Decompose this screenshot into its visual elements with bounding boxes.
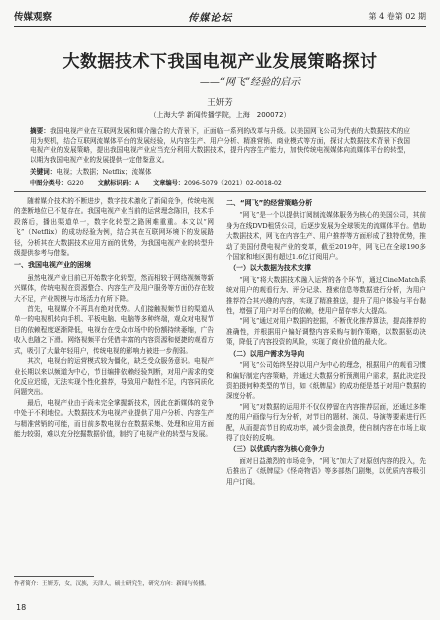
subsection-heading: （三）以优质内容为核心竞争力 (229, 445, 325, 454)
paragraph: “网飞”对数据的运用并不仅仅停留在内容推荐层面，还通过多维度的用户画像与行为分析，对节目的题材、演员、导演等要素进行匹配，从而提高节目的成功率，减少资金浪费，使自制内容在市场上取得了良好的反响。 (226, 402, 426, 442)
right-column (226, 196, 426, 487)
paragraph: 其次，电视台的运营模式较为僵化，缺乏受众服务意识。电视产业长期以来以频道为中心，节目编排依赖经验判断，对用户需求的变化反应迟缓，无法实现个性化推荐，导致用户黏性不足，内容同质化问题突出。 (14, 357, 214, 397)
paragraph: 面对日益激烈的市场竞争，“网飞”加大了对原创内容的投入，先后推出了《纸牌屋》《怪奇物语》等多部热门剧集，以优质内容吸引用户订阅。 (226, 456, 426, 486)
paragraph: “网飞”将大数据技术融入运营的各个环节，通过CineMatch系统对用户的观看行为、评分记录、搜索信息等数据进行分析，为用户推荐符合其兴趣的内容，实现了精准推送，提升了用户体验与平台黏性，增强了用户对平台的依赖，使用户留存率大大提高。 (226, 275, 426, 316)
abstract (30, 127, 410, 165)
author-footnote: 作者简介：王妍芳，女，汉族，天津人，硕士研究生，研究方向：新闻与传播。 (14, 581, 210, 587)
paragraph: 首先，电视媒介不再具有绝对优势。人们接触视频节目的渠道从单一的电视机转向手机、平板电脑、电脑等多种终端，观众对电视节目的依赖程度逐渐降低，电视台在受众市场中的份额持续萎缩，广告收入也随之下滑。网络视频平台凭借丰富的内容资源和便捷的观看方式，吸引了大量年轻用户，传统电视的影响力被进一步削弱。 (14, 305, 214, 355)
paragraph: “网飞”通过对用户数据的挖掘，不断优化推荐算法，提高推荐的准确性，并根据用户偏好调整内容采购与制作策略，以数据驱动决策，降低了内容投资的风险，实现了商业价值的最大化。 (226, 317, 426, 347)
document-code: 文献标识码：A (97, 180, 140, 187)
clc-number: 中图分类号：G220 (30, 180, 84, 187)
article-title: 大数据技术下我国电视产业发展策略探讨 (62, 52, 378, 72)
keywords-label: 关键词： (30, 168, 57, 176)
abstract-text: 我国电视产业在互联网发展和媒介融合的大背景下，正面临一系列的改革与升级。以美国网飞公司为代表的大数据技术的应用为契机，结合互联网流媒体平台的发展经验，从内容生产、用户分析、精准营销、商业模式等方面，探讨大数据技术背景下我国电视产业的发展策略，提出我国电视产业应当充分利用大数据技术，提升内容生产能力，加快传统电视媒体向流媒体平台的转型，以期为我国电视产业的发展提供一定借鉴意义。 (30, 127, 411, 164)
header-rule (14, 26, 426, 27)
classification-line (30, 178, 410, 187)
page-header (14, 8, 426, 24)
keywords-text: 电视；大数据；Netflix；流媒体 (56, 168, 152, 176)
section-heading: 一、我国电视产业的困境 (14, 261, 91, 270)
left-column (14, 196, 214, 439)
subsection-heading: （一）以大数据为技术支撑 (229, 264, 311, 273)
abstract-label: 摘要： (30, 127, 51, 135)
paragraph: “网飞”公司始终坚持以用户为中心的理念，根据用户的观看习惯和偏好制定内容策略，并通过大数据分析预测用户需求，据此决定投资拍摄何种类型的节目，如《纸牌屋》的成功便是基于对用户数据的深度分析。 (226, 361, 426, 401)
section-heading: 二、“网飞”的经营策略分析 (226, 199, 313, 207)
issue-info: 第 4 卷第 02 期 (368, 11, 426, 21)
footnote-rule (14, 576, 94, 577)
keywords (30, 168, 410, 177)
author-name: 王妍芳 (207, 98, 233, 108)
journal-name: 传媒论坛 (188, 12, 233, 24)
page-number: 18 (16, 603, 27, 612)
subsection-heading: （二）以用户需求为导向 (229, 349, 305, 358)
section-rule (14, 191, 426, 192)
paragraph: 最后，电视产业由于尚未完全掌握新技术，因此在新媒体的竞争中处于不利地位。大数据技术为电视产业提供了用户分析、内容生产与精准营销的可能，而目前多数电视台在数据采集、处理和应用方面能力较弱，难以充分挖掘数据价值，制约了电视产业的转型与发展。 (14, 398, 214, 438)
paragraph: 虽然电视产业目前已开始数字化转型，然而相较于网络视频等新兴媒体，传统电视在资源整合、内容生产及用户服务等方面仍存在较大不足，产业规模与市场活力有所下降。 (14, 273, 214, 303)
paragraph: 随着媒介技术的不断进步，数字技术激化了新闻竞争，传统电视的垄断地位已不复存在。我国电视产业当前的运营理念陈旧，技术手段落后，播出渠道单一，数字化转型之路困难重重。本文以“网飞”（Netflix）的成功经验为例，结合其在互联网环境下的发展路径，分析其在大数据技术应用方面的优势，为我国电视产业的转型升级提供参考与借鉴。 (14, 197, 214, 258)
article-number: 文章编号：2096-5079（2021）02-0018-02 (153, 180, 282, 187)
article-subtitle: ——“网飞”经验的启示 (199, 77, 301, 88)
journal-section: 传媒观察 (14, 12, 53, 23)
paragraph: “网飞”是一个以提供订阅制流媒体服务为核心的美国公司，其前身为在线DVD租赁公司，后逐步发展为全球领先的流媒体平台。借助大数据技术，网飞在内容生产、用户推荐等方面形成了独特优势，推动了美国付费电视产业的变革，截至2019年，网飞已在全球190多个国家和地区拥有超过1.6亿订阅用户。 (226, 211, 426, 262)
author-affiliation: （上海大学 新闻传播学院，上海 200072） (149, 111, 291, 119)
